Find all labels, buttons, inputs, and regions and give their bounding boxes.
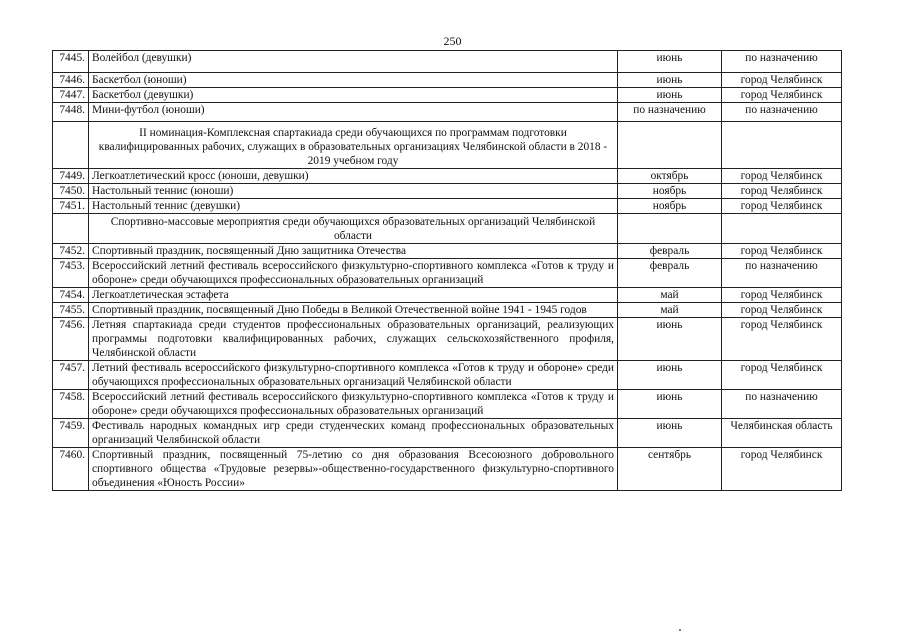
table-row [53,73,842,88]
event-month: ноябрь [618,184,722,199]
event-month: июнь [618,390,722,419]
section-title: Спортивно-массовые мероприятия среди обучающихся образовательных организаций Челябинской области [89,214,618,244]
event-name: Легкоатлетический кросс (юноши, девушки) [89,169,618,184]
event-name: Мини-футбол (юноши) [89,103,618,122]
section-title: II номинация-Комплексная спартакиада среди обучающихся по программам подготовки квалифицированных рабочих, служащих в образовательных организациях Челябинской области в 2018 - 2019 учебном году [89,122,618,169]
event-place: город Челябинск [722,361,842,390]
table-row [53,259,842,288]
row-number: 7460. [53,448,89,491]
event-place: по назначению [722,390,842,419]
table-row [53,303,842,318]
empty-cell [722,122,842,169]
row-number: 7453. [53,259,89,288]
empty-cell [618,214,722,244]
row-number: 7455. [53,303,89,318]
table-row [53,390,842,419]
event-month: по назначению [618,103,722,122]
event-name: Спортивный праздник, посвященный 75-летию со дня образования Всесоюзного добровольного спортивного общества «Трудовые резервы»-общественно-государственного физкультурно-спортивного объединения «Юность России» [89,448,618,491]
section-row [53,214,842,244]
event-place: по назначению [722,51,842,73]
row-number: 7449. [53,169,89,184]
table-row [53,51,842,73]
event-place: город Челябинск [722,88,842,103]
event-place: город Челябинск [722,169,842,184]
event-place: по назначению [722,103,842,122]
empty-cell [722,214,842,244]
table-row [53,244,842,259]
table-row [53,184,842,199]
event-month: июнь [618,419,722,448]
event-month: ноябрь [618,199,722,214]
event-place: по назначению [722,259,842,288]
row-number: 7451. [53,199,89,214]
row-number: 7457. [53,361,89,390]
event-month: сентябрь [618,448,722,491]
table-row [53,448,842,491]
table-row [53,288,842,303]
table-row [53,103,842,122]
event-place: город Челябинск [722,448,842,491]
event-name: Настольный теннис (юноши) [89,184,618,199]
event-place: город Челябинск [722,184,842,199]
event-name: Летний фестиваль всероссийского физкультурно-спортивного комплекса «Готов к труду и обороне» среди обучающихся профессиональных образовательных организаций Челябинской области [89,361,618,390]
event-month: май [618,288,722,303]
row-number: 7452. [53,244,89,259]
event-place: город Челябинск [722,303,842,318]
event-name: Всероссийский летний фестиваль всероссийского физкультурно-спортивного комплекса «Готов к труду и обороне» среди обучающихся профессиональных образовательных организаций [89,259,618,288]
row-number: 7458. [53,390,89,419]
event-month: июнь [618,88,722,103]
row-number: 7450. [53,184,89,199]
table-row [53,361,842,390]
event-month: июнь [618,318,722,361]
event-place: город Челябинск [722,318,842,361]
empty-cell [53,122,89,169]
table-row [53,88,842,103]
event-name: Спортивный праздник, посвященный Дню Победы в Великой Отечественной войне 1941 - 1945 годов [89,303,618,318]
row-number: 7448. [53,103,89,122]
event-month: июнь [618,51,722,73]
event-place: город Челябинск [722,199,842,214]
event-name: Легкоатлетическая эстафета [89,288,618,303]
event-name: Волейбол (девушки) [89,51,618,73]
event-month: июнь [618,73,722,88]
row-number: 7447. [53,88,89,103]
page-number: 250 [443,34,462,48]
event-name: Настольный теннис (девушки) [89,199,618,214]
row-number: 7454. [53,288,89,303]
event-month: июнь [618,361,722,390]
section-row [53,122,842,169]
event-month: октябрь [618,169,722,184]
row-number: 7445. [53,51,89,73]
event-place: город Челябинск [722,73,842,88]
table-row [53,419,842,448]
row-number: 7446. [53,73,89,88]
event-month: май [618,303,722,318]
event-name: Баскетбол (юноши) [89,73,618,88]
event-name: Фестиваль народных командных игр среди студенческих команд профессиональных образовательных организаций Челябинской области [89,419,618,448]
event-name: Всероссийский летний фестиваль всероссийского физкультурно-спортивного комплекса «Готов к труду и обороне» среди обучающихся профессиональных образовательных организаций [89,390,618,419]
event-name: Летняя спартакиада среди студентов профессиональных образовательных организаций, реализующих программы подготовки квалифицированных рабочих, служащих сельскохозяйственного профиля, Челябинской области [89,318,618,361]
event-name: Спортивный праздник, посвященный Дню защитника Отечества [89,244,618,259]
table-row [53,318,842,361]
scan-speck [679,629,681,631]
event-name: Баскетбол (девушки) [89,88,618,103]
empty-cell [618,122,722,169]
row-number: 7456. [53,318,89,361]
event-month: февраль [618,259,722,288]
event-place: город Челябинск [722,288,842,303]
table-row [53,199,842,214]
events-table [52,50,842,491]
empty-cell [53,214,89,244]
row-number: 7459. [53,419,89,448]
event-place: Челябинская область [722,419,842,448]
table-row [53,169,842,184]
event-place: город Челябинск [722,244,842,259]
event-month: февраль [618,244,722,259]
